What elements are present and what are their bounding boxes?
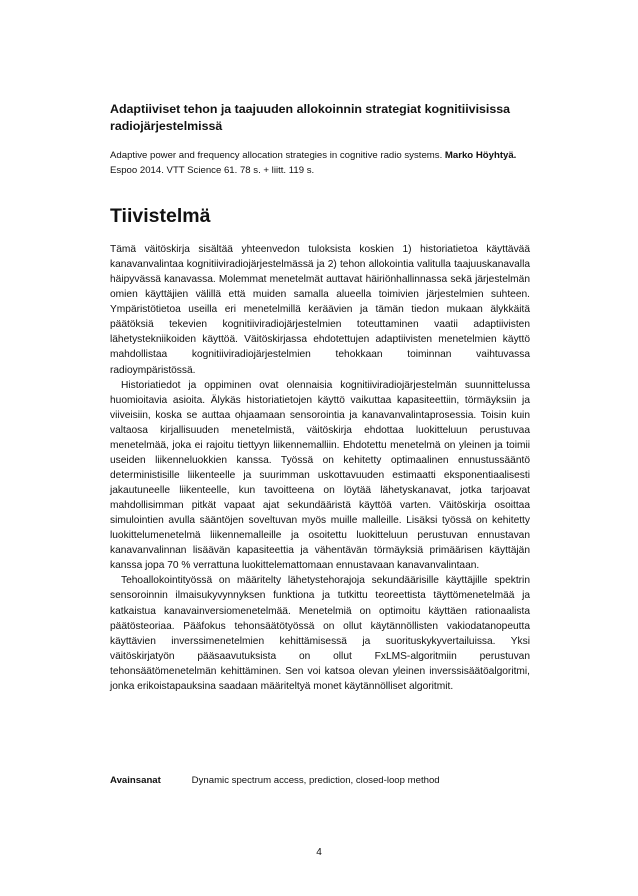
keywords-label: Avainsanat	[110, 775, 161, 786]
citation-text: Adaptive power and frequency allocation strategies in cognitive radio systems.	[110, 150, 443, 161]
keywords-row	[110, 774, 540, 788]
abstract-paragraph: Tämä väitöskirja sisältää yhteenvedon tuloksista koskien 1) historiatietoa käyttävää kanavanvalintaa kognitiiviradiojärjestelmässä ja 2) tehon allokointia valitulla taajuuskanavalla häipyvässä kanavassa. Molemmat menetelmät auttavat häiriönhallinnassa sekä järjestelmän omien käyttäjien välillä että muiden samalla alueella toimivien järjestelmien suhteen. Ympäristötietoa useilla eri menetelmillä keräävien ja tämän tiedon mukaan älykkäitä päätöksiä tekevien kognitiiviradiojärjestelmien toteuttaminen vaatii adaptiivisten lähetystekniikoiden käyttöä. Väitöskirjassa ehdotettujen adaptiivisten menetelmien käyttö mahdollistaa kognitiiviradiojärjestelmien tehokkaan toiminnan vaihtuvassa radioympäristössä.	[110, 244, 530, 376]
page-number: 4	[316, 847, 322, 858]
citation-details: Espoo 2014. VTT Science 61. 78 s. + liitt. 119 s.	[110, 165, 315, 176]
citation	[110, 148, 540, 178]
citation-author: Marko Höyhtyä.	[444, 150, 517, 161]
abstract-paragraph: Historiatiedot ja oppiminen ovat olennaisia kognitiiviradiojärjestelmän suunnittelussa huomioitavia asioita. Älykäs historiatietojen käyttö vaikuttaa kapasiteettiin, törmäyksiin ja viiveisiin, koska se auttaa ohjaamaan sensorointia ja kanavanvalintaprosessia. Toisin kuin valtaosa kirjallisuuden menetelmistä, väitöskirja ehdottaa luokitteluun perustuvaa menetelmää, joka ei rajoitu tiettyyn liikennemalliin. Ehdotettu menetelmä on yleinen ja toimii useiden liikenneluokkien kanssa. Työssä on kehitetty optimaalinen ennustussääntö deterministisille liikenteelle ja suurimman uskottavuuden estimaatti eksponentiaalisesti jakautuneelle liikenteelle, kun tavoitteena on löytää lähetyskanavat, jotka tarjoavat mahdollisimman pitkät vapaat ajat sekundääristä käyttöä varten. Väitöskirja osoittaa simulointien avulla sääntöjen soveltuvan myös muille malleille. Lisäksi työssä on kehitetty luokittelumenetelmä liikennemalleille ja osoitettu luokitteluun perustuvan ennustavan kanavanvalinnan lisäävän kapasiteettia ja vähentävän törmäyksiä primäärisen käyttäjän kanssa jopa 70 % verrattuna luokittelemattomaan ennustavaan kanavanvalintaan.	[110, 379, 530, 572]
abstract-paragraph: Tehoallokointityössä on määritelty lähetystehorajoja sekundäärisille käyttäjille spektrin sensoroinnin ilmaisukyvynnyksen funktiona ja tutkittu teoreettista täyttömenetelmää ja katkaistua kanavainversiomenetelmää. Menetelmiä on optimoitu käyttäen rationaalista päätösteoriaa. Pääfokus tehonsäätötyössä on ollut käytännöllisten vakiodatanopeutta käyttävien inverssimenetelmien kehittämisessä ja suorituskykyvertailuissa. Yksi väitöskirjatyön pääsaavutuksista on ollut FxLMS-algoritmiin perustuvan tehonsäätömenetelmän kehittäminen. Sen voi katsoa olevan yleinen inverssisäätöalgoritmi, jonka erikoistapauksina saadaan määriteltyä monet käytännölliset algoritmit.	[110, 575, 530, 692]
keywords-value: Dynamic spectrum access, prediction, closed-loop method	[191, 775, 440, 786]
document-title: Adaptiiviset tehon ja taajuuden allokoinnin strategiat kognitiivisissa radiojärjestelmissä	[110, 102, 511, 133]
abstract-body	[110, 242, 530, 694]
abstract-heading: Tiivistelmä	[110, 205, 211, 227]
